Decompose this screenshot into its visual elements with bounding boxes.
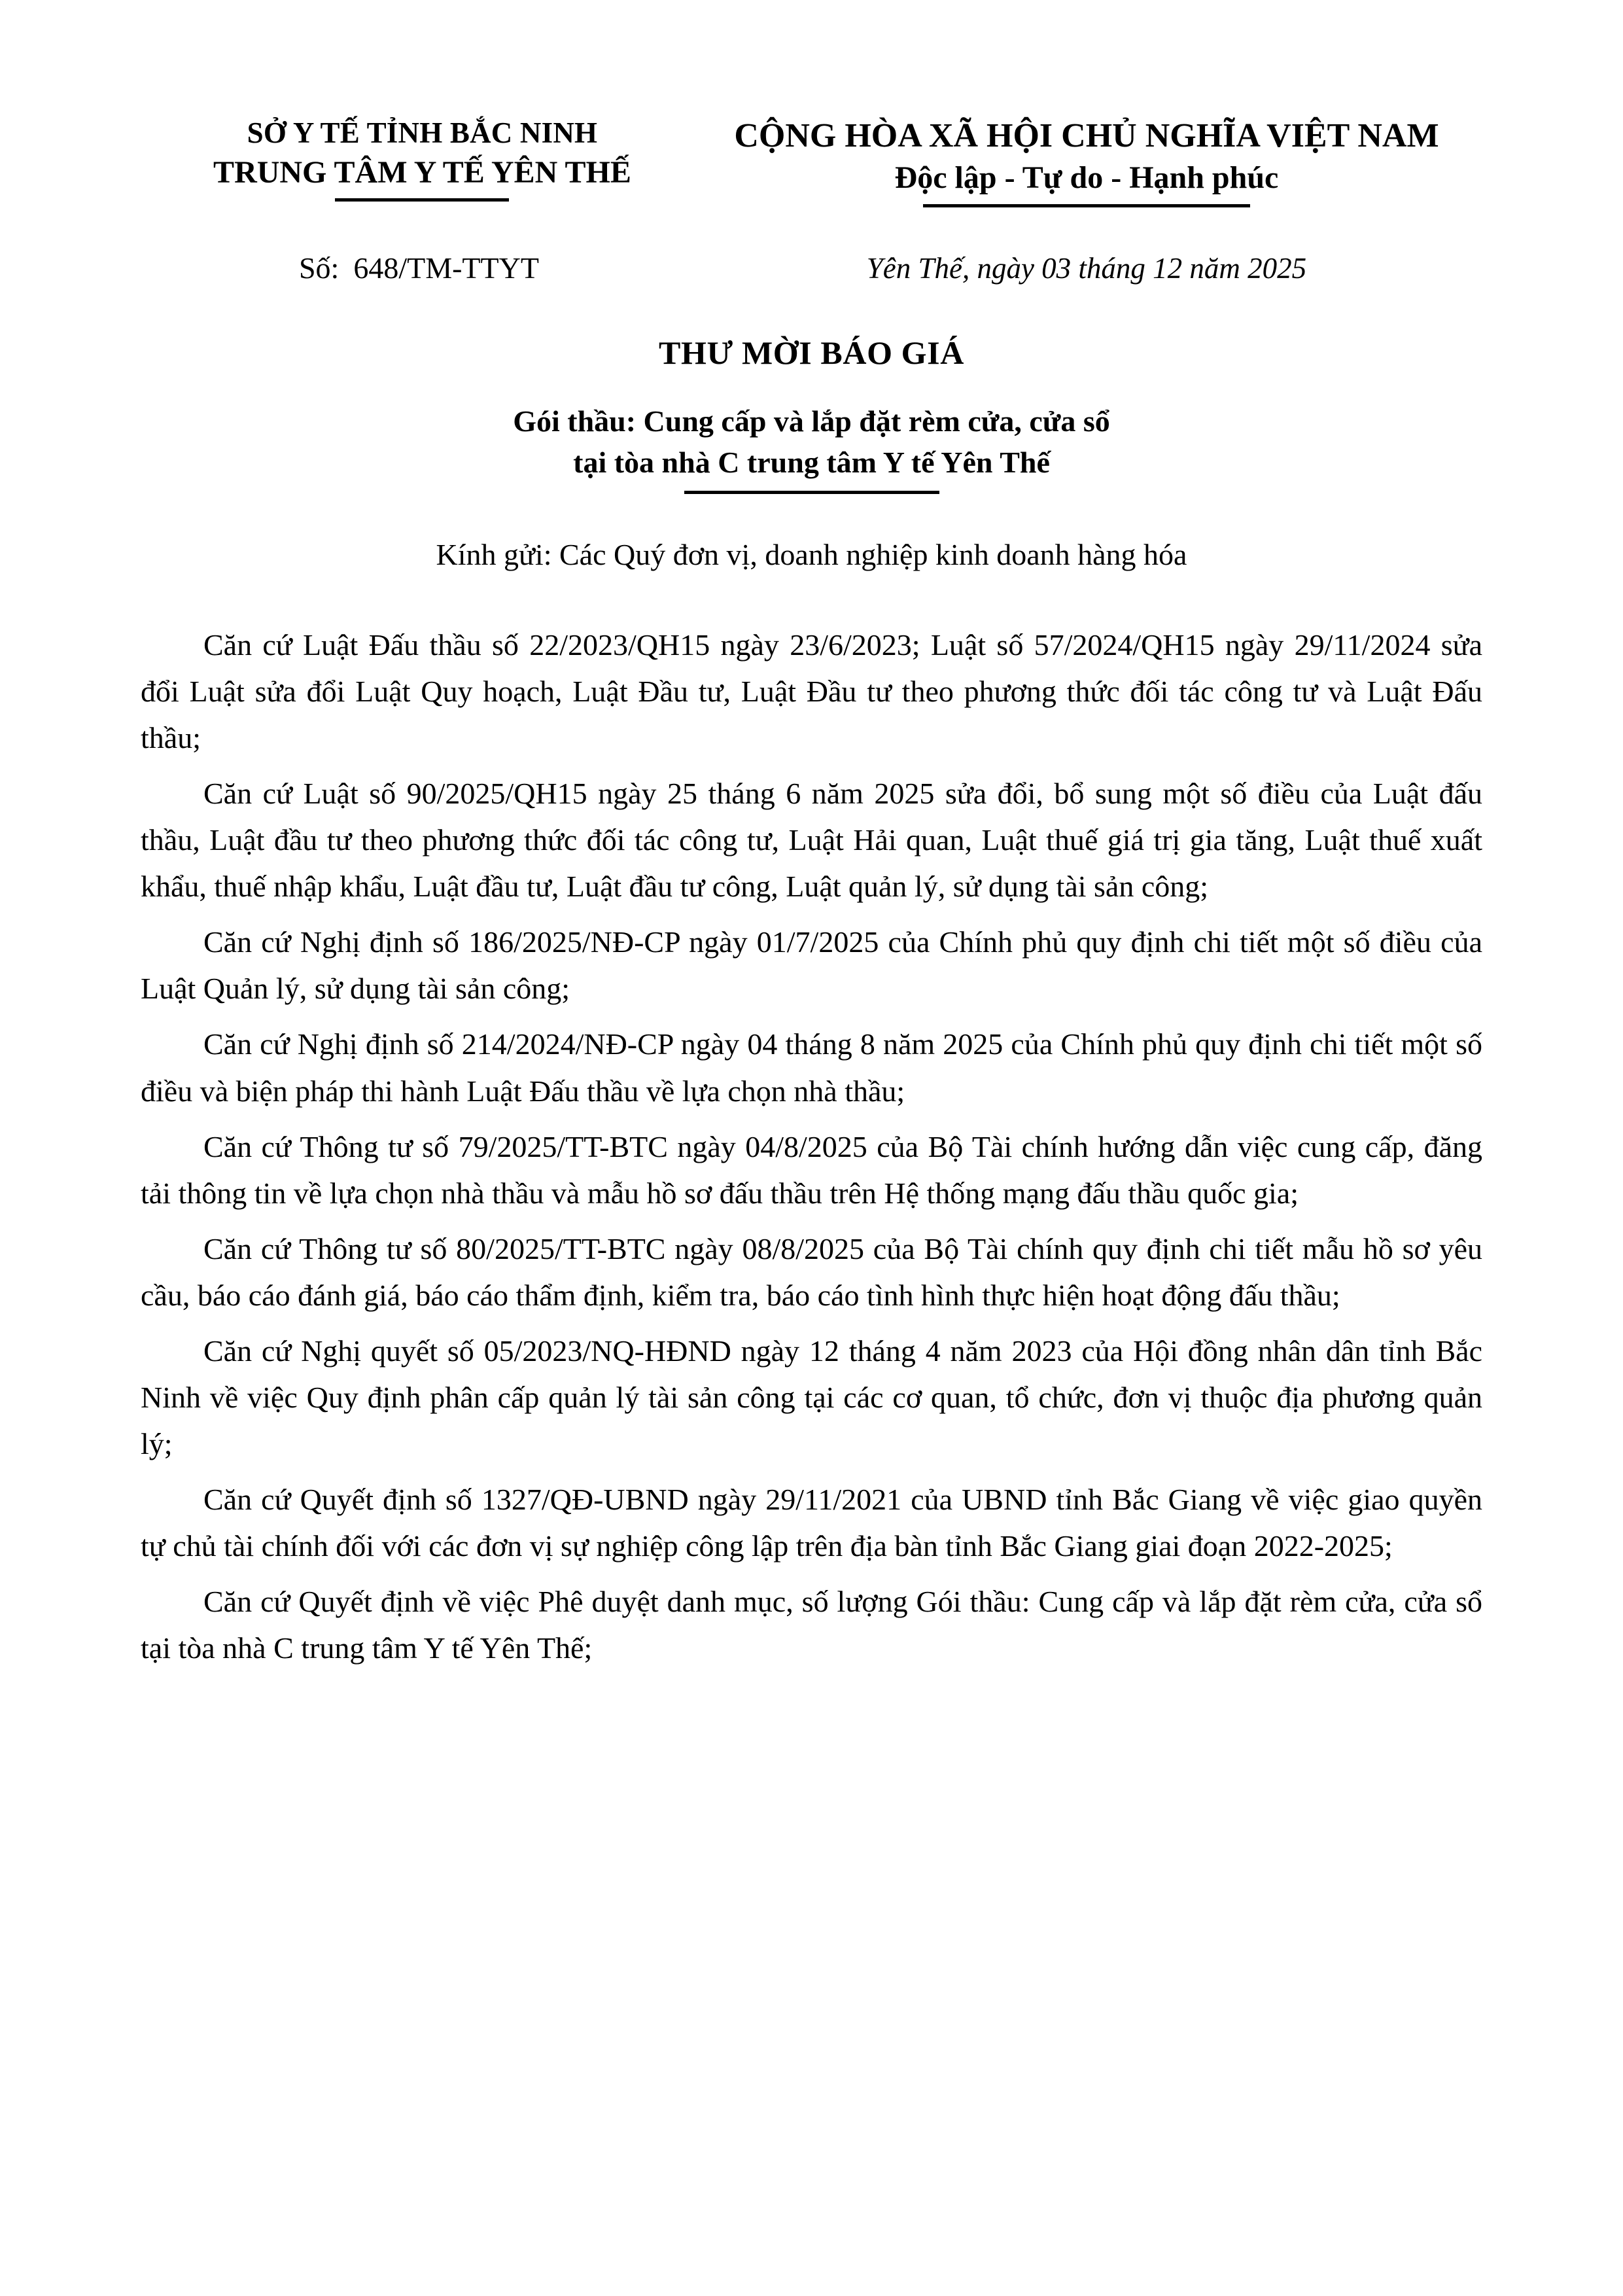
body-paragraph: Căn cứ Quyết định số 1327/QĐ-UBND ngày 29/11/2021 của UBND tỉnh Bắc Giang về việc giao quyền tự chủ tài chính đối với các đơn vị sự nghiệp công lập trên địa bàn tỉnh Bắc Giang giai đoạn 2022-2025; [141, 1483, 1482, 1563]
body-paragraph: Căn cứ Nghị định số 214/2024/NĐ-CP ngày 04 tháng 8 năm 2025 của Chính phủ quy định chi tiết một số điều và biện pháp thi hành Luật Đấu thầu về lựa chọn nhà thầu; [141, 1027, 1482, 1108]
document-header [141, 115, 1482, 207]
recipient-line: Kính gửi: Các Quý đơn vị, doanh nghiệp kinh doanh hàng hóa [436, 537, 1187, 571]
page-title: THƯ MỜI BÁO GIÁ [659, 334, 964, 371]
package-subtitle-line-2: tại tòa nhà C trung tâm Y tế Yên Thế [573, 445, 1050, 479]
country-name: CỘNG HÒA XÃ HỘI CHỦ NGHĨA VIỆT NAM [734, 117, 1439, 154]
body-paragraph: Căn cứ Luật số 90/2025/QH15 ngày 25 tháng 6 năm 2025 sửa đổi, bổ sung một số điều của Luật đấu thầu, Luật đầu tư theo phương thức đối tác công tư, Luật Hải quan, Luật thuế giá trị gia tăng, Luật thuế xuất khẩu, thuế nhập khẩu, Luật đầu tư, Luật đầu tư công, Luật quản lý, sử dụng tài sản công; [141, 777, 1482, 904]
national-heading-block [691, 115, 1482, 207]
header-right-underline [923, 204, 1250, 207]
document-number-suffix: /TM-TTYT [398, 251, 539, 285]
header-left-underline [335, 198, 509, 202]
body-paragraph: Căn cứ Nghị quyết số 05/2023/NQ-HĐND ngày 12 tháng 4 năm 2023 của Hội đồng nhân dân tỉnh Bắc Ninh về việc Quy định phân cấp quản lý tài sản công tại các cơ quan, tổ chức, đơn vị thuộc địa phương quản lý; [141, 1333, 1482, 1460]
document-body [141, 622, 1482, 1671]
package-subtitle-line-1: Gói thầu: Cung cấp và lắp đặt rèm cửa, cửa sổ [513, 404, 1110, 438]
body-paragraph: Căn cứ Quyết định về việc Phê duyệt danh mục, số lượng Gói thầu: Cung cấp và lắp đặt rèm cửa, cửa sổ tại tòa nhà C trung tâm Y tế Yên Thế; [141, 1585, 1482, 1665]
body-paragraph: Căn cứ Thông tư số 80/2025/TT-BTC ngày 08/8/2025 của Bộ Tài chính quy định chi tiết mẫu hồ sơ yêu cầu, báo cáo đánh giá, báo cáo thẩm định, kiểm tra, báo cáo tình hình thực hiện hoạt động đấu thầu; [141, 1231, 1482, 1312]
place-and-date: Yên Thế, ngày 03 tháng 12 năm 2025 [866, 251, 1307, 285]
subtitle-underline [684, 491, 939, 494]
document-number-block [141, 251, 691, 285]
document-number-value: 648 [353, 251, 399, 285]
body-paragraph: Căn cứ Luật Đấu thầu số 22/2023/QH15 ngày 23/6/2023; Luật số 57/2024/QH15 ngày 29/11/2024 sửa đổi Luật sửa đổi Luật Quy hoạch, Luật Đầu tư, Luật Đầu tư theo phương thức đối tác công tư và Luật Đấu thầu; [141, 627, 1482, 755]
body-paragraph: Căn cứ Thông tư số 79/2025/TT-BTC ngày 04/8/2025 của Bộ Tài chính hướng dẫn việc cung cấp, đăng tải thông tin về lựa chọn nhà thầu và mẫu hồ sơ đấu thầu trên Hệ thống mạng đấu thầu quốc gia; [141, 1129, 1482, 1210]
package-subtitle [141, 400, 1482, 494]
issuing-organization-block [141, 115, 691, 202]
parent-organization-name: SỞ Y TẾ TỈNH BẮC NINH [247, 116, 598, 149]
title-block [141, 334, 1482, 494]
body-paragraph: Căn cứ Nghị định số 186/2025/NĐ-CP ngày 01/7/2025 của Chính phủ quy định chi tiết một số điều của Luật Quản lý, sử dụng tài sản công; [141, 925, 1482, 1006]
issuing-organization-name: TRUNG TÂM Y TẾ YÊN THẾ [213, 154, 631, 190]
national-motto: Độc lập - Tự do - Hạnh phúc [894, 160, 1279, 195]
document-number-label: Số: [298, 251, 340, 285]
document-meta-row [141, 251, 1482, 285]
